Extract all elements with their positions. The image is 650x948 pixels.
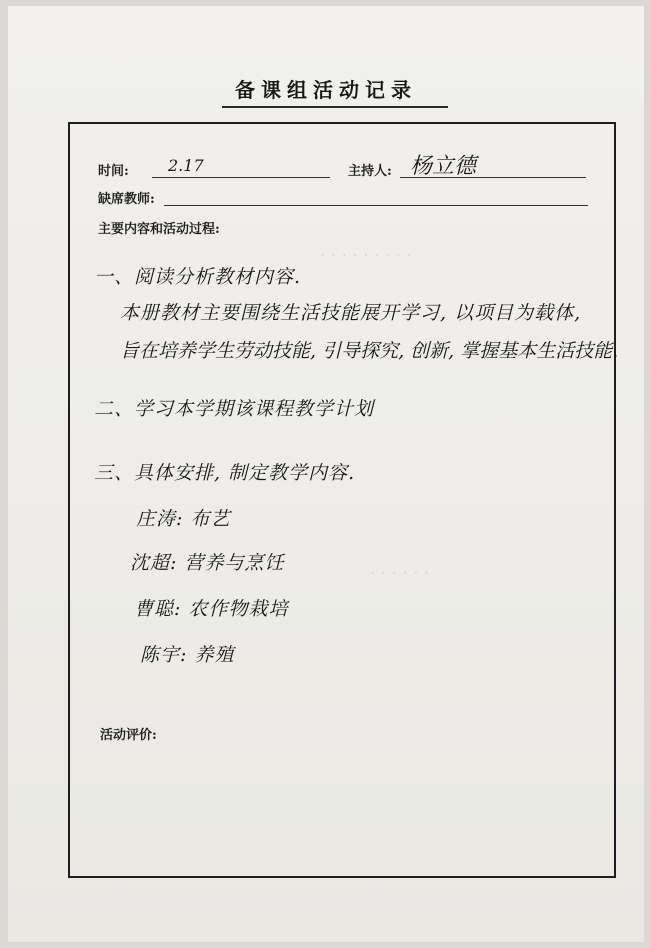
absent-teachers-field-line bbox=[164, 205, 588, 206]
time-value: 2.17 bbox=[168, 156, 204, 175]
assignment-3: 曹聪: 农作物栽培 bbox=[134, 598, 289, 620]
content-line-4: 二、学习本学期该课程教学计划 bbox=[94, 398, 375, 420]
content-line-3: 旨在培养学生劳动技能, 引导探究, 创新, 掌握基本生活技能. bbox=[120, 340, 619, 362]
assignment-1: 庄涛: 布艺 bbox=[136, 508, 231, 530]
absent-teachers-label: 缺席教师: bbox=[98, 192, 155, 207]
time-field-line bbox=[152, 177, 330, 178]
content-line-2: 本册教材主要围绕生活技能展开学习, 以项目为载体, bbox=[120, 302, 582, 324]
host-label: 主持人: bbox=[348, 164, 392, 179]
paper-sheet bbox=[8, 6, 644, 942]
title-underline bbox=[222, 106, 448, 108]
evaluation-label: 活动评价: bbox=[100, 728, 157, 743]
assignment-4: 陈宇: 养殖 bbox=[140, 644, 235, 666]
time-label: 时间: bbox=[98, 164, 129, 179]
bleed-through-marks: · · · · · · bbox=[370, 564, 430, 584]
content-label: 主要内容和活动过程: bbox=[98, 222, 220, 237]
content-line-5: 三、具体安排, 制定教学内容. bbox=[94, 462, 356, 484]
form-title: 备课组活动记录 bbox=[235, 78, 417, 102]
bleed-through-marks: · · · · · · · · · bbox=[320, 246, 412, 266]
record-form-box bbox=[68, 122, 619, 878]
host-value: 杨立德 bbox=[410, 154, 477, 179]
assignment-2: 沈超: 营养与烹饪 bbox=[130, 552, 285, 574]
content-line-1: 一、阅读分析教材内容. bbox=[94, 266, 302, 288]
